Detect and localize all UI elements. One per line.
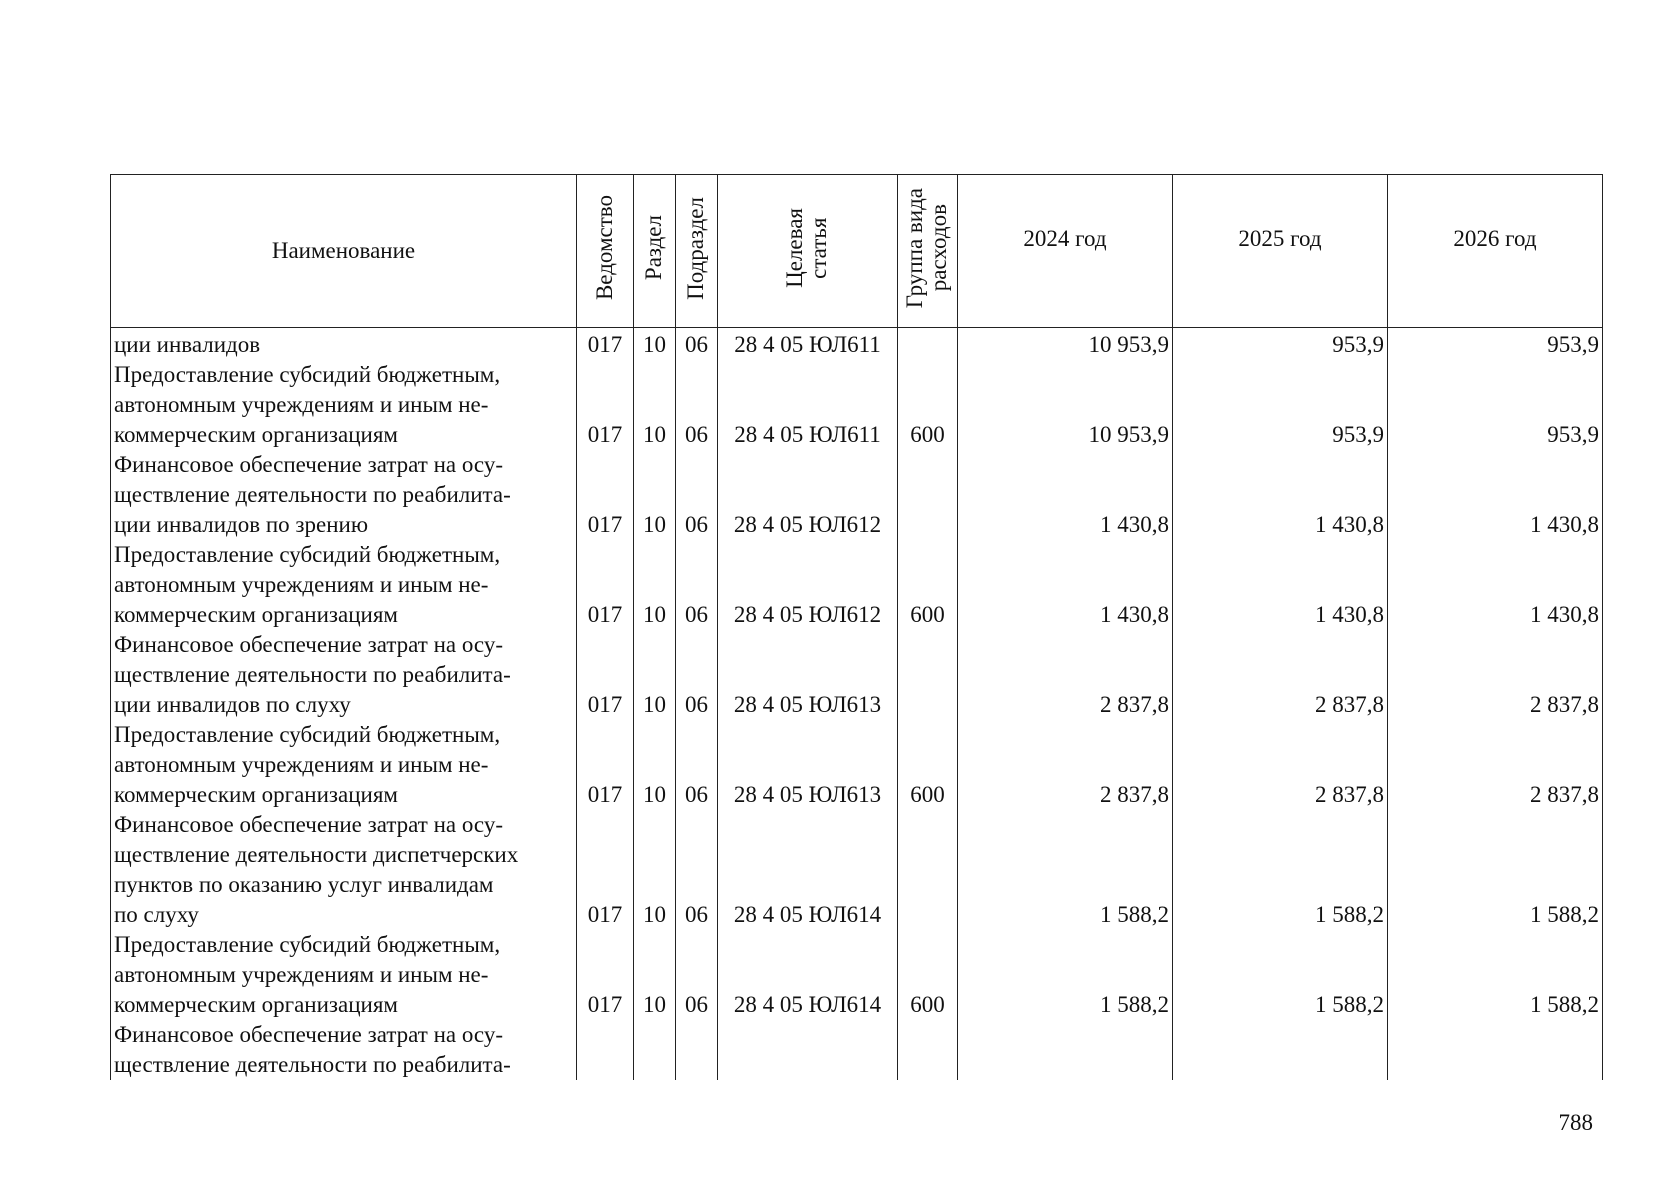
name-line: ции инвалидов по зрению — [114, 512, 369, 537]
cell-dept: 017 — [577, 540, 634, 630]
cell-group: 600 — [898, 360, 958, 450]
cell-subsection: 06 — [676, 450, 718, 540]
cell-y2024: 10 953,9 — [958, 328, 1173, 361]
cell-target: 28 4 05 ЮЛ614 — [718, 930, 898, 1020]
header-name: Наименование — [111, 175, 577, 328]
cell-section: 10 — [634, 630, 676, 720]
header-2025: 2025 год — [1173, 175, 1388, 328]
name-line: автономным учреждениям и иным не- — [114, 962, 489, 987]
cell-target: 28 4 05 ЮЛ612 — [718, 540, 898, 630]
cell-name — [111, 930, 577, 1020]
cell-target: 28 4 05 ЮЛ611 — [718, 360, 898, 450]
name-line: автономным учреждениям и иным не- — [114, 572, 489, 597]
table-row — [111, 810, 1603, 930]
cell-subsection: 06 — [676, 360, 718, 450]
cell-y2025: 953,9 — [1173, 360, 1388, 450]
cell-dept: 017 — [577, 360, 634, 450]
name-line: Предоставление субсидий бюджетным, — [114, 932, 501, 957]
cell-name — [111, 630, 577, 720]
cell-y2026: 2 837,8 — [1388, 630, 1603, 720]
name-line: автономным учреждениям и иным не- — [114, 752, 489, 777]
cell-group: 600 — [898, 720, 958, 810]
name-line: коммерческим организациям — [114, 422, 398, 447]
cell-empty — [1173, 1020, 1388, 1080]
name-line: пунктов по оказанию услуг инвалидам — [114, 872, 494, 897]
header-subsection: Подраздел — [676, 175, 718, 328]
cell-dept: 017 — [577, 328, 634, 361]
cell-y2026: 2 837,8 — [1388, 720, 1603, 810]
cell-empty — [1388, 1020, 1603, 1080]
cell-section: 10 — [634, 720, 676, 810]
name-line: по слуху — [114, 902, 199, 927]
cell-subsection: 06 — [676, 630, 718, 720]
cell-dept: 017 — [577, 720, 634, 810]
cell-section: 10 — [634, 810, 676, 930]
cell-y2026: 1 430,8 — [1388, 450, 1603, 540]
cell-section: 10 — [634, 360, 676, 450]
cell-dept: 017 — [577, 630, 634, 720]
cell-target: 28 4 05 ЮЛ611 — [718, 328, 898, 361]
cell-name — [111, 328, 577, 361]
cell-y2024: 1 588,2 — [958, 810, 1173, 930]
header-2024: 2024 год — [958, 175, 1173, 328]
name-line: ществление деятельности диспетчерских — [114, 842, 519, 867]
header-dept: Ведомство — [577, 175, 634, 328]
name-line: ществление деятельности по реабилита- — [114, 1052, 511, 1077]
table-row — [111, 720, 1603, 810]
cell-group: 600 — [898, 540, 958, 630]
cell-name — [111, 540, 577, 630]
cell-section: 10 — [634, 328, 676, 361]
cell-empty — [577, 1020, 634, 1080]
table-body — [111, 328, 1603, 1081]
cell-empty — [634, 1020, 676, 1080]
name-line: коммерческим организациям — [114, 782, 398, 807]
cell-target: 28 4 05 ЮЛ613 — [718, 630, 898, 720]
name-line: коммерческим организациям — [114, 992, 398, 1017]
cell-y2024: 1 430,8 — [958, 450, 1173, 540]
header-target: Целевая статья — [718, 175, 898, 328]
name-line: Финансовое обеспечение затрат на осу- — [114, 632, 503, 657]
cell-y2024: 2 837,8 — [958, 720, 1173, 810]
cell-group — [898, 450, 958, 540]
cell-y2024: 1 588,2 — [958, 930, 1173, 1020]
page-number: 788 — [1558, 1110, 1593, 1135]
cell-target: 28 4 05 ЮЛ613 — [718, 720, 898, 810]
name-line: Предоставление субсидий бюджетным, — [114, 362, 501, 387]
cell-name — [111, 360, 577, 450]
cell-empty — [718, 1020, 898, 1080]
cell-name — [111, 1020, 577, 1080]
cell-name — [111, 450, 577, 540]
cell-y2024: 2 837,8 — [958, 630, 1173, 720]
table-row — [111, 360, 1603, 450]
header-group: Группа вида расходов — [898, 175, 958, 328]
name-line: коммерческим организациям — [114, 602, 398, 627]
cell-subsection: 06 — [676, 720, 718, 810]
cell-subsection: 06 — [676, 810, 718, 930]
table-row — [111, 540, 1603, 630]
cell-dept: 017 — [577, 810, 634, 930]
cell-y2025: 1 588,2 — [1173, 930, 1388, 1020]
cell-y2025: 2 837,8 — [1173, 630, 1388, 720]
name-line: ции инвалидов по слуху — [114, 692, 351, 717]
cell-target: 28 4 05 ЮЛ612 — [718, 450, 898, 540]
cell-subsection: 06 — [676, 930, 718, 1020]
cell-y2025: 1 588,2 — [1173, 810, 1388, 930]
cell-y2025: 1 430,8 — [1173, 540, 1388, 630]
cell-subsection: 06 — [676, 328, 718, 361]
cell-dept: 017 — [577, 450, 634, 540]
cell-group — [898, 328, 958, 361]
name-line: автономным учреждениям и иным не- — [114, 392, 489, 417]
table-header-row — [111, 175, 1603, 328]
name-line: Финансовое обеспечение затрат на осу- — [114, 812, 503, 837]
cell-name — [111, 810, 577, 930]
cell-dept: 017 — [577, 930, 634, 1020]
name-line: Предоставление субсидий бюджетным, — [114, 542, 501, 567]
name-line: ществление деятельности по реабилита- — [114, 662, 511, 687]
cell-empty — [898, 1020, 958, 1080]
cell-y2026: 1 430,8 — [1388, 540, 1603, 630]
cell-y2024: 1 430,8 — [958, 540, 1173, 630]
cell-group — [898, 630, 958, 720]
table-row — [111, 450, 1603, 540]
cell-y2026: 953,9 — [1388, 360, 1603, 450]
cell-name — [111, 720, 577, 810]
cell-target: 28 4 05 ЮЛ614 — [718, 810, 898, 930]
name-line: ществление деятельности по реабилита- — [114, 482, 511, 507]
header-2026: 2026 год — [1388, 175, 1603, 328]
cell-section: 10 — [634, 450, 676, 540]
cell-y2026: 1 588,2 — [1388, 810, 1603, 930]
cell-empty — [676, 1020, 718, 1080]
cell-section: 10 — [634, 540, 676, 630]
table-row — [111, 328, 1603, 361]
cell-subsection: 06 — [676, 540, 718, 630]
header-section: Раздел — [634, 175, 676, 328]
name-line: Финансовое обеспечение затрат на осу- — [114, 452, 503, 477]
name-line: Финансовое обеспечение затрат на осу- — [114, 1022, 503, 1047]
cell-group: 600 — [898, 930, 958, 1020]
cell-empty — [958, 1020, 1173, 1080]
budget-table — [110, 174, 1603, 1080]
table-row — [111, 630, 1603, 720]
cell-y2025: 2 837,8 — [1173, 720, 1388, 810]
cell-y2025: 953,9 — [1173, 328, 1388, 361]
cell-y2026: 953,9 — [1388, 328, 1603, 361]
cell-y2026: 1 588,2 — [1388, 930, 1603, 1020]
table-row — [111, 930, 1603, 1020]
cell-group — [898, 810, 958, 930]
cell-section: 10 — [634, 930, 676, 1020]
name-line: Предоставление субсидий бюджетным, — [114, 722, 501, 747]
cell-y2025: 1 430,8 — [1173, 450, 1388, 540]
cell-y2024: 10 953,9 — [958, 360, 1173, 450]
name-line: ции инвалидов — [114, 332, 261, 357]
table-row-continuation — [111, 1020, 1603, 1080]
